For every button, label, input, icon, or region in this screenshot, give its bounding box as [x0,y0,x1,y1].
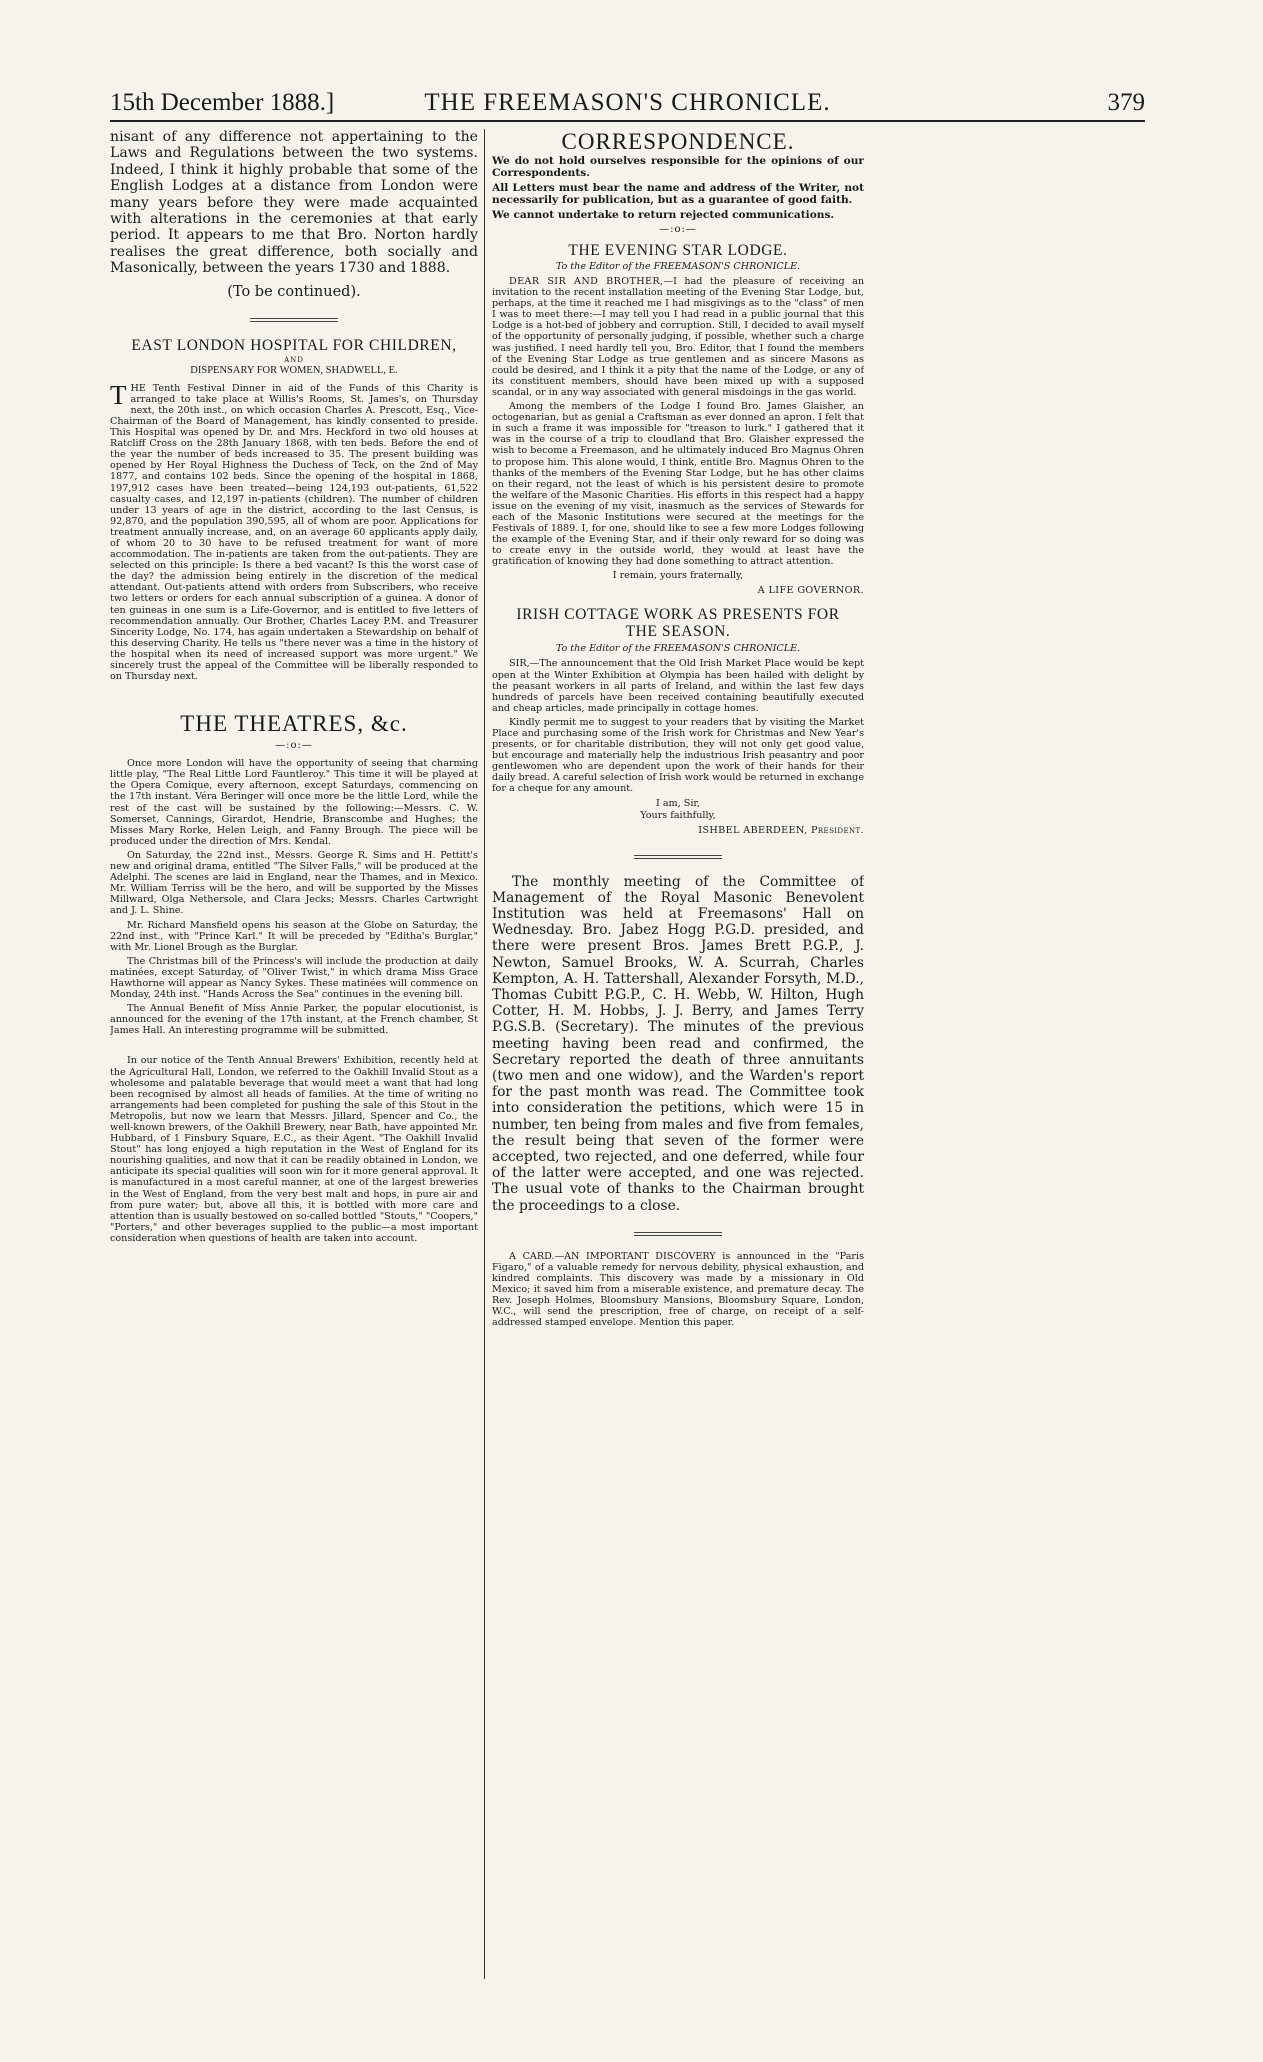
committee-paragraph: The monthly meeting of the Committee of Management of the Royal Masonic Benevolent Institution was held at Freemasons' Hall on Wednesday. Bro. Jabez Hogg P.G.D. presided, and there were present Bros. James Brett P.G.P., J. Newton, Samuel Brooks, W. A. Scurrah, Charles Kempton, A. H. Tattershall, Alexander Forsyth, M.D., Thomas Cubitt P.G.P., C. H. Webb, W. Hilton, Hugh Cotter, H. M. Hobbs, J. J. Berry, and James Terry P.G.S.B. (Secretary). The minutes of the previous meeting having been read and confirmed, the Secretary reported the death of three annuitants (two men and one widow), and the Warden's report for the past month was read. The Committee took into consideration the petitions, which were 15 in number, ten being from males and five from females, the result being that seven of the former were accepted, two rejected, and one deferred, while four of the latter were accepted, and one was rejected. The usual vote of thanks to the Chairman brought the proceedings to a close. [492,873,864,1214]
theatres-title: THE THEATRES, &c. [180,711,408,737]
irish-cottage-letter [492,606,864,836]
correspondence-section [492,129,864,235]
drop-cap: T [110,379,127,410]
committee-report [492,874,864,1214]
hospital-body [110,379,478,683]
ornament: —:o:— [275,740,313,752]
letter-text: —I had the pleasure of receiving an invitation to the recent installation meeting of the Evening Star Lodge, but, perhaps, at the time it reached me I had misgivings as to the "class" of men I was to meet there:—I may tell you I had read in a public journal that this Lodge is a hot-bed of jobbery and corruption. Still, I decided to avail myself of the opportunity of personally judging, if possible, whether such a charge was justified. I need hardly tell you, Bro. Editor, that I found the members of the Evening Star Lodge as true gentlemen and as sincere Masons as could be desired, and I think it a pity that the name of the Lodge, or any of its constituent members, should have been mixed up with a supposed scandal, or in any way associated with general misdoings in the gas world. [492,276,864,398]
theatres-article [110,711,478,1036]
hospital-text: HE Tenth Festival Dinner in aid of the Funds of this Charity is arranged to take place at Willis's Rooms, St. James's, on Thursday next, the 20th inst., on which occasion Charles A. Prescott, Esq., Vice-Chairman of the Board of Management, has kindly consented to preside. This Hospital was opened by Dr. and Mrs. Heckford in two old houses at Ratcliff Cross on the 28th January 1868, with ten beds. Before the end of the year the number of beds increased to 35. The present building was opened by Her Royal Highness the Duchess of Teck, on the 2nd of May 1877, and contains 102 beds. Since the opening of the hospital in 1868, 197,912 cases have been treated—being 124,193 out-patients, 61,522 casualty cases, and 12,197 in-patients (children). The number of children under 13 years of age in the district, according to the last Census, is 92,870, and the population 390,595, all of whom are poor. Applications for treatment annually increase, and, on an average 60 applicants apply daily, of whom 20 to 30 have to be refused treatment for want of more accommodation. The in-patients are taken from the out-patients. They are selected on this principle: Is there a bed vacant? Is this the worst case of the day? the admission being entirely in the discretion of the medical attendant. Out-patients attend with orders from Subscribers, who receive two letters or orders for each annual subscription of a guinea. A donor of ten guineas in one sum is a Life-Governor, and is entitled to five letters of recommendation annually. Our Brother, Charles Lacey P.M. and Treasurer Sincerity Lodge, No. 174, has again undertaken a Stewardship on behalf of this deserving Charity. He tells us "there never was a time in the history of the hospital when its need of increased support was more urgent." We sincerely trust the appeal of the Committee will be liberally responded to on Thursday next. [110,382,478,683]
masthead: THE FREEMASON'S CHRONICLE. [424,89,831,116]
continued-article [110,129,478,300]
theatre-paragraph: Once more London will have the opportunity of seeing that charming little play, "The Real Little Lord Fauntleroy." This time it will be played at the Opera Comique, every afternoon, except Saturdays, commencing on the 17th instant. Véra Beringer will once more be the little Lord, while the rest of the cast will be sustained by the following:—Messrs. C. W. Somerset, Cannings, Girardot, Hendrie, Branscombe and Hughes; the Misses Mary Rorke, Helen Leigh, and Fanny Brough. The piece will be produced under the direction of Mrs. Kendal. [110,758,478,847]
letter-paragraph [492,276,864,398]
evening-star-letter [492,242,864,597]
theatre-paragraph: The Annual Benefit of Miss Annie Parker, the popular elocutionist, is announced for the evening of the 17th instant, at the French chamber, St James Hall. An interesting programme will be submitted. [110,1003,478,1037]
page-number: 379 [1107,89,1145,116]
theatre-paragraph: The Christmas bill of the Princess's will include the production at daily matinées, except Saturday, of "Oliver Twist," in which drama Miss Grace Hawthorne will appear as Nancy Sykes. These matinées will commence on Monday, 24th inst. "Hands Across the Sea" continues in the evening bill. [110,955,478,1001]
advertisement-card: A CARD.—AN IMPORTANT DISCOVERY is announced in the "Paris Figaro," of a valuable remedy for nervous debility, physical exhaustion, and kindred complaints. This discovery was made by a missionary in Old Mexico; it saved him from a miserable existence, and premature decay. The Rev. Joseph Holmes, Bloomsbury Mansions, Bloomsbury Square, London, W.C., will send the prescription, free of charge, on receipt of a self-addressed stamped envelope. Mention this paper. [492,1250,864,1329]
opening-paragraph: nisant of any difference not appertaining to the Laws and Regulations between the two systems. Indeed, I think it highly probable that some of the English Lodges at a distance from London were many years before they were made acquainted with alterations in the ceremonies at that early period. It appears to me that Bro. Norton hardly realises the great difference, both socially and Masonically, between the years 1730 and 1888. [110,129,478,277]
letter-paragraph: Kindly permit me to suggest to your readers that by visiting the Market Place and purchasing some of the Irish work for Christmas and New Year's presents, or for charitable distribution, they will not only get good value, but encourage and materially help the industrious Irish peasantry and poor gentlewomen who are dependent upon the work of their hands for their daily bread. A careful selection of Irish work would be returned in exchange for a cheque for any amount. [492,716,864,795]
issue-date: 15th December 1888.] [110,89,335,116]
hospital-article [110,337,478,683]
irish-title-line1: IRISH COTTAGE WORK AS PRESENTS FOR [516,606,840,624]
theatre-paragraph: On Saturday, the 22nd inst., Messrs. George R. Sims and H. Pettitt's new and original drama, entitled "The Silver Falls," will be produced at the Adelphi. The scenes are laid in England, near the Thames, and in Mexico. Mr. William Terriss will be the hero, and will be supported by the Misses Millward, Olga Nethersole, and Clara Jecks; Messrs. Charles Cartwright and J. L. Shine. [110,849,478,917]
letter-paragraph: SIR,—The announcement that the Old Irish Market Place would be kept open at the Winter Exhibition at Olympia has been hailed with delight by the peasant workers in all parts of Ireland, and within the last few days hundreds of parcels have been received containing beautifully executed and cheap articles, made principally in cottage homes. [492,658,864,714]
column-divider [484,129,485,1979]
evening-star-title: THE EVENING STAR LODGE. [568,242,788,259]
correspondence-note: We cannot undertake to return rejected communications. [492,209,835,221]
brewers-paragraph: In our notice of the Tenth Annual Brewers' Exhibition, recently held at the Agricultural Hall, London, we referred to the Oakhill Invalid Stout as a wholesome and palatable beverage that would meet a want that had long been recognised by almost all heads of families. At the time of writing no arrangements had been completed for pushing the sale of this Stout in the Metropolis, but now we learn that Messrs. Jillard, Spencer and Co., the well-known brewers, of the Oakhill Brewery, near Bath, have appointed Mr. Hubbard, of 1 Finsbury Square, E.C., as their Agent. "The Oakhill Invalid Stout" has long enjoyed a high reputation in the West of England for its nourishing qualities, and now that it can be readily obtained in London, we anticipate its special qualities will soon win for it more general approval. It is manufactured in a most careful manner, at one of the largest breweries in the West of England, from the very best malt and hops, in pure air and from pure water; but, above all this, it is bottled with more care and attention than is usually bestowed on so-called bottled "Stouts," "Coopers," "Porters," and other beverages supplied to the public—a most important consideration when questions of health are taken into account. [110,1055,478,1244]
theatre-paragraph: Mr. Richard Mansfield opens his season at the Globe on Saturday, the 22nd inst., with "Prince Karl." It will be preceded by "Editha's Burglar," with Mr. Lionel Brough as the Burglar. [110,919,478,953]
continued-note: (To be continued). [227,283,361,300]
salutation: DEAR SIR AND BROTHER, [509,276,664,287]
letter-closing: I am, Sir, [656,797,700,809]
section-divider [634,1232,722,1236]
hospital-and: AND [284,355,304,364]
page-header [110,86,1145,120]
letter-closing: Yours faithfully, [640,809,716,821]
letter-paragraph: Among the members of the Lodge I found Bro. James Glaisher, an octogenarian, but as genial a Craftsman as ever donned an apron. I felt that in such a frame it was impossible for "treason to lurk." I gathered that it was in the course of a trip to cloudland that Bro. Glaisher expressed the wish to become a Freemason, and he ultimately induced Bro Magnus Ohren to propose him. This alone would, I think, entitle Bro. Magnus Ohren to the thanks of the members of the Evening Star Lodge, but he has other claims on their regard, not the least of which is his persistent desire to promote the welfare of the Masonic Charities. His efforts in this respect had a happy issue on the evening of my visit, inasmuch as the services of Stewards for each of the Masonic Institutions were secured at the meetings for the Festivals of 1889. I, for one, should like to see a few more Lodges following the example of the Evening Star, and if their only reward for so doing was to create envy in the outside world, they would at least have the gratification of knowing they had done something to attract attention. [492,401,864,568]
letter-signature: ISHBEL ABERDEEN, President. [698,824,864,836]
hospital-subtitle: DISPENSARY FOR WOMEN, SHADWELL, E. [190,364,398,376]
left-column [110,129,478,1978]
section-divider [250,318,338,322]
to-editor-line: To the Editor of the FREEMASON'S CHRONICLE. [555,261,801,272]
header-rule [110,120,1145,122]
correspondence-note: All Letters must bear the name and address of the Writer, not necessarily for publication, but as a guarantee of good faith. [492,182,864,206]
irish-title-line2: THE SEASON. [625,623,731,641]
ornament: —:o:— [659,224,697,235]
section-divider [634,855,722,859]
to-editor-line: To the Editor of the FREEMASON'S CHRONICLE. [555,643,801,655]
correspondence-notes [492,155,864,221]
letter-closing: I remain, yours fraternally, [612,570,744,582]
hospital-title: EAST LONDON HOSPITAL FOR CHILDREN, [131,336,457,354]
right-column [492,129,864,1978]
correspondence-title: CORRESPONDENCE. [561,129,795,154]
correspondence-note: We do not hold ourselves responsible for the opinions of our Correspondents. [492,155,864,179]
letter-signature: A LIFE GOVERNOR. [757,585,864,597]
